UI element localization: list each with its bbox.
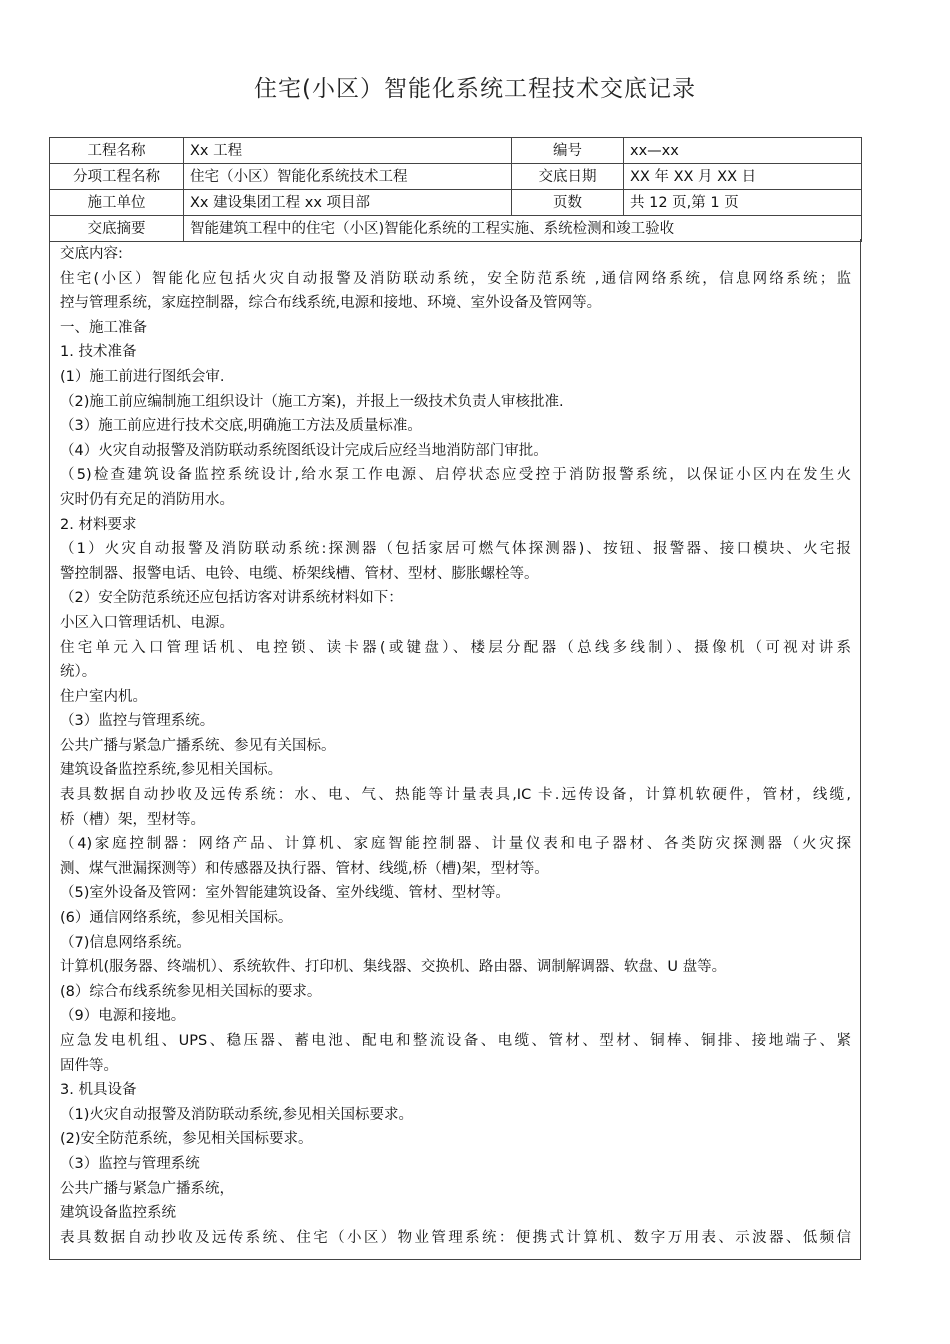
content-line: （3）施工前应进行技术交底,明确施工方法及质量标准。 [60,418,422,435]
project-name-value: Xx 工程 [184,138,512,164]
content-line: 测、煤气泄漏探测等）和传感器及执行器、管材、线缆,桥（槽)架，型材等。 [60,860,549,877]
content-line: 2. 材料要求 [60,516,137,533]
content-line: 桥（槽）架，型材等。 [60,811,205,828]
content-line: 建筑设备监控系统,参见相关国标。 [60,762,283,779]
content-line: （5)检查建筑设备监控系统设计,给水泵工作电源、启停状态应受控于消防报警系统，以保证小区内在发生火 [60,467,851,484]
header-table [49,137,862,242]
summary-label: 交底摘要 [50,216,184,242]
content-line: （9）电源和接地。 [60,1008,186,1025]
content-line: （4）火灾自动报警及消防联动系统图纸设计完成后应经当地消防部门审批。 [60,442,548,459]
summary-value: 智能建筑工程中的住宅（小区)智能化系统的工程实施、系统检测和竣工验收 [184,216,862,242]
content-line: 固件等。 [60,1057,118,1074]
sub-project-value: 住宅（小区）智能化系统技术工程 [184,164,512,190]
content-line: 控与管理系统，家庭控制器，综合布线系统,电源和接地、环境、室外设备及管网等。 [60,295,602,312]
content-line: （3）监控与管理系统 [60,1155,200,1172]
sub-project-label: 分项工程名称 [50,164,184,190]
content-line: （7)信息网络系统。 [60,934,191,951]
content-line: 统）。 [60,664,97,681]
content-line: 警控制器、报警电话、电铃、电缆、桥架线槽、管材、型材、膨胀螺栓等。 [60,565,539,582]
contractor-value: Xx 建设集团工程 xx 项目部 [184,190,512,216]
content-line: (8）综合布线系统参见相关国标的要求。 [60,983,322,1000]
content-line: (2)安全防范系统，参见相关国标要求。 [60,1131,313,1148]
date-label: 交底日期 [512,164,624,190]
code-value: xx—xx [624,138,862,164]
project-name-label: 工程名称 [50,138,184,164]
content-line: 应急发电机组、UPS、稳压器、蓄电池、配电和整流设备、电缆、管材、型材、铜棒、铜排、接地端子、紧 [60,1033,851,1049]
content-line: 公共广播与紧急广播系统、参见有关国标。 [60,737,336,754]
content-line: 灾时仍有充足的消防用水。 [60,491,234,508]
document-title: 住宅(小区）智能化系统工程技术交底记录 [254,76,696,102]
table-row [50,190,862,216]
content-line: 表具数据自动抄收及远传系统、住宅（小区）物业管理系统：便携式计算机、数字万用表、示波器、低频信 [60,1229,851,1246]
date-value: XX 年 XX 月 XX 日 [624,164,862,190]
content-line: 公共广播与紧急广播系统， [60,1180,234,1197]
pages-label: 页数 [512,190,624,216]
code-label: 编号 [512,138,624,164]
content-line: 建筑设备监控系统 [60,1205,176,1222]
content-line: 住宅单元入口管理话机、电控锁、读卡器(或键盘）、楼层分配器（总线多线制）、摄像机（可视对讲系 [60,639,851,656]
content-line: (1）施工前进行图纸会审. [60,368,225,385]
table-row [50,216,862,242]
content-line: （2)施工前应编制施工组织设计（施工方案)，并报上一级技术负责人审核批准. [60,393,564,410]
content-line: 住宅(小区）智能化应包括火灾自动报警及消防联动系统，安全防范系统 ,通信网络系统，信息网络系统；监 [60,270,851,287]
content-line: 一、施工准备 [60,319,147,336]
content-line: （1）火灾自动报警及消防联动系统:探测器（包括家居可燃气体探测器)、按钮、报警器、接口模块、火宅报 [60,541,851,558]
content-line: 1. 技术准备 [60,344,137,361]
content-line: 表具数据自动抄收及远传系统：水、电、气、热能等计量表具,IC 卡.远传设备，计算机软硬件，管材，线缆, [60,787,851,804]
content-line: 小区入口管理话机、电源。 [60,614,234,631]
content-line: （4)家庭控制器：网络产品、计算机、家庭智能控制器、计量仪表和电子器材、各类防灾探测器（火灾探 [60,836,851,853]
content-line: 住户室内机。 [60,688,147,705]
content-line: (6）通信网络系统，参见相关国标。 [60,910,293,927]
table-row [50,138,862,164]
content-line: （3）监控与管理系统。 [60,713,215,730]
content-line: 计算机(服务器、终端机）、系统软件、打印机、集线器、交换机、路由器、调制解调器、软盘、U 盘等。 [60,959,727,976]
table-row [50,164,862,190]
content-line: 3. 机具设备 [60,1082,137,1099]
content-line: （1)火灾自动报警及消防联动系统,参见相关国标要求。 [60,1106,413,1123]
content-line: 交底内容: [60,246,123,262]
content-line: （5)室外设备及管网：室外智能建筑设备、室外线缆、管材、型材等。 [60,885,510,902]
contractor-label: 施工单位 [50,190,184,216]
content-line: （2）安全防范系统还应包括访客对讲系统材料如下： [60,590,403,607]
content-cell [49,239,861,1260]
pages-value: 共 12 页,第 1 页 [624,190,862,216]
